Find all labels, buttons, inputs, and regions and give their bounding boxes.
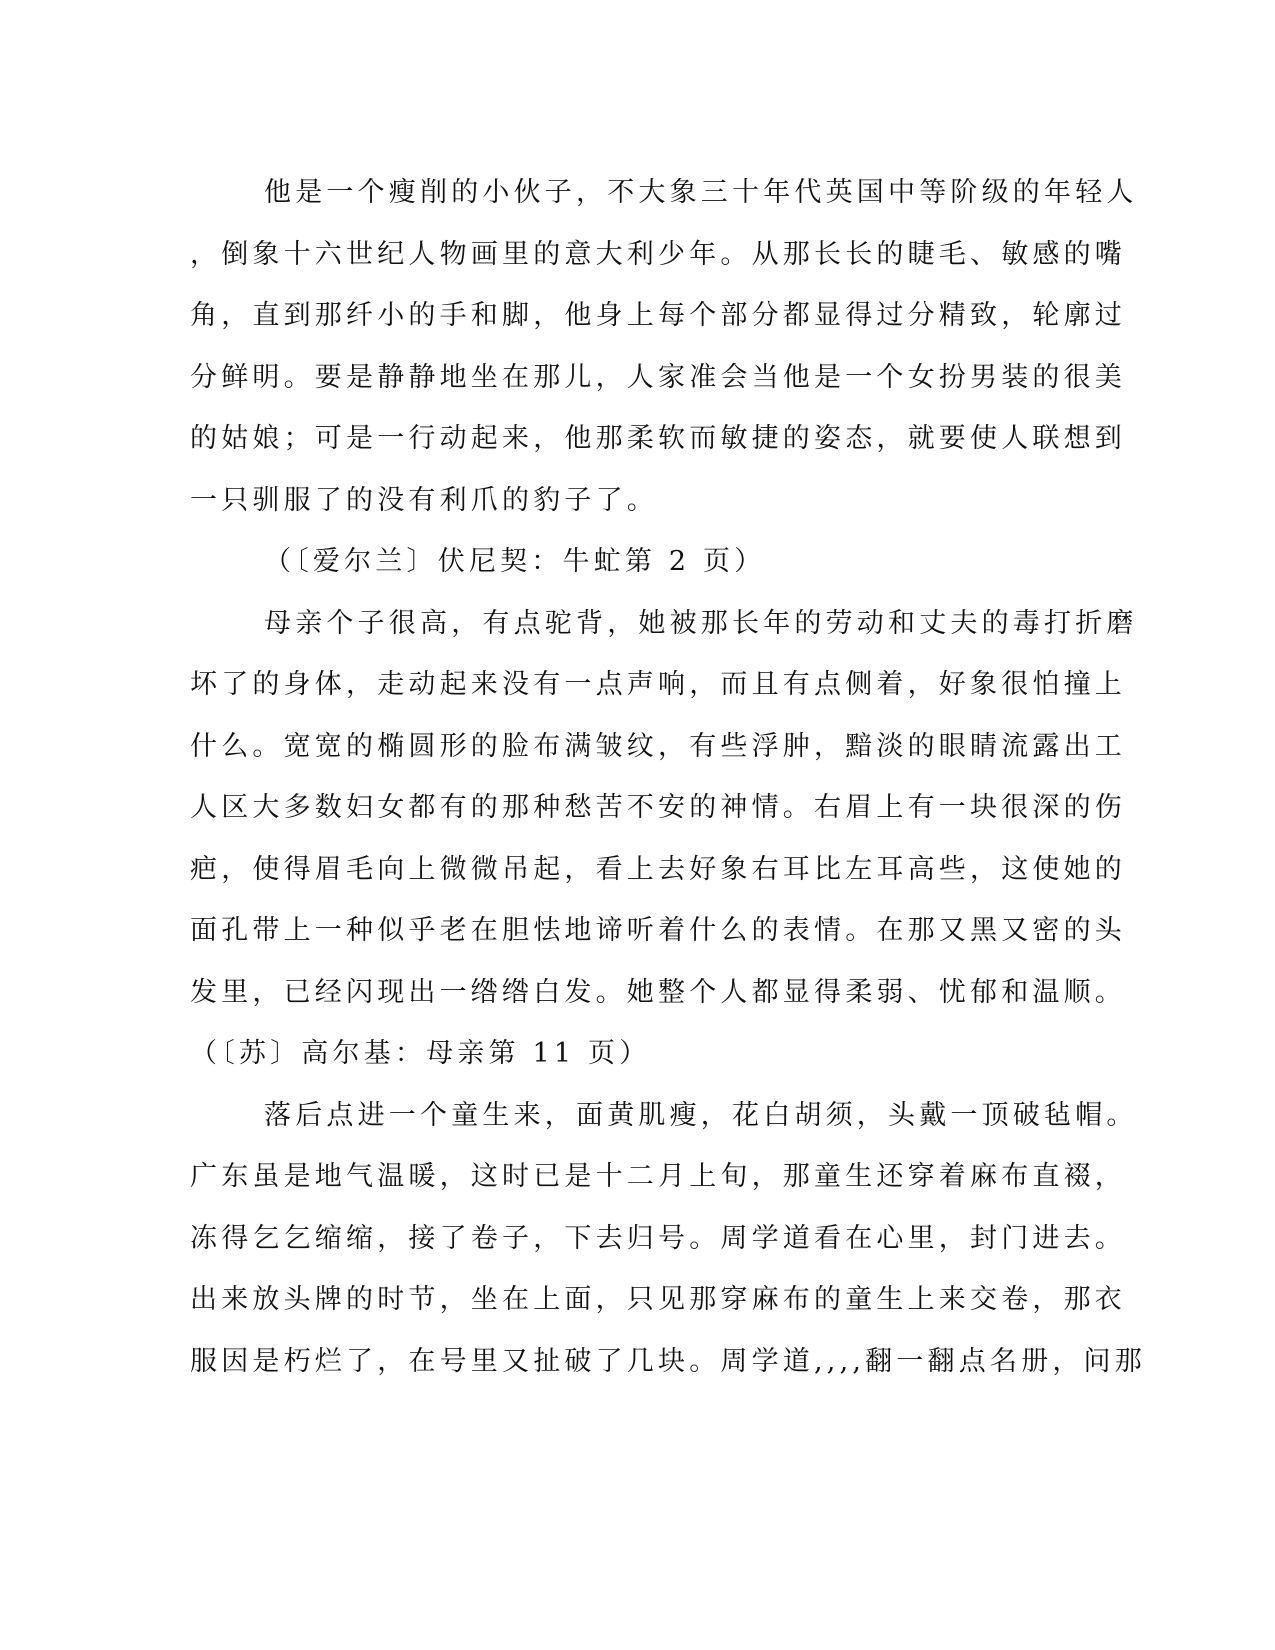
passage-2-line-7: 发里，已经闪现出一绺绺白发。她整个人都显得柔弱、忧郁和温顺。 — [190, 976, 1126, 1008]
passage-2-line-5: 疤，使得眉毛向上微微吊起，看上去好象右耳比左耳高些，这使她的 — [190, 853, 1126, 885]
passage-2-line-1: 母亲个子很高，有点驼背，她被那长年的劳动和丈夫的毒打折磨 — [264, 607, 1138, 639]
passage-2-line-3: 什么。宽宽的椭圆形的脸布满皱纹，有些浮肿，黯淡的眼睛流露出工 — [190, 730, 1126, 762]
passage-2-line-6: 面孔带上一种似乎老在胆怯地谛听着什么的表情。在那又黑又密的头 — [190, 915, 1126, 946]
passage-1-line-1: 他是一个瘦削的小伙子，不大象三十年代英国中等阶级的年轻人 — [264, 177, 1138, 208]
passage-2-line-2: 坏了的身体，走动起来没有一点声响，而且有点侧着，好象很怕撞上 — [190, 669, 1126, 700]
passage-2-line-4: 人区大多数妇女都有的那种愁苦不安的神情。右眉上有一块很深的伤 — [190, 792, 1126, 823]
passage-2-source: （〔苏〕高尔基：母亲第 11 页） — [190, 1038, 651, 1069]
passage-1-line-3: 角，直到那纤小的手和脚，他身上每个部分都显得过分精致，轮廓过 — [190, 300, 1126, 331]
passage-1 — [190, 162, 1138, 593]
document-body — [190, 162, 1146, 1392]
passage-3-line-1: 落后点进一个童生来，面黄肌瘦，花白胡须，头戴一顶破毡帽。 — [264, 1099, 1138, 1131]
passage-1-source: （〔爱尔兰〕伏尼契：牛虻第 2 页） — [264, 546, 766, 577]
passage-2 — [190, 593, 1138, 1085]
passage-1-line-4: 分鲜明。要是静静地坐在那儿，人家准会当他是一个女扮男装的很美 — [190, 361, 1126, 393]
passage-1-line-5: 的姑娘；可是一行动起来，他那柔软而敏捷的姿态，就要使人联想到 — [190, 423, 1126, 454]
passage-1-line-2: ，倒象十六世纪人物画里的意大利少年。从那长长的睫毛、敏感的嘴 — [190, 238, 1126, 270]
passage-1-line-6: 一只驯服了的没有利爪的豹子了。 — [190, 484, 658, 516]
passage-3-line-5: 服因是朽烂了，在号里又扯破了几块。周学道,,,,翻一翻点名册，问那 — [190, 1345, 1146, 1377]
passage-3-line-2: 广东虽是地气温暖，这时已是十二月上旬，那童生还穿着麻布直裰， — [190, 1161, 1126, 1192]
passage-3-line-3: 冻得乞乞缩缩，接了卷子，下去归号。周学道看在心里，封门进去。 — [190, 1222, 1126, 1254]
passage-3-line-4: 出来放头牌的时节，坐在上面，只见那穿麻布的童生上来交卷，那衣 — [190, 1284, 1126, 1315]
passage-3 — [190, 1085, 1146, 1393]
